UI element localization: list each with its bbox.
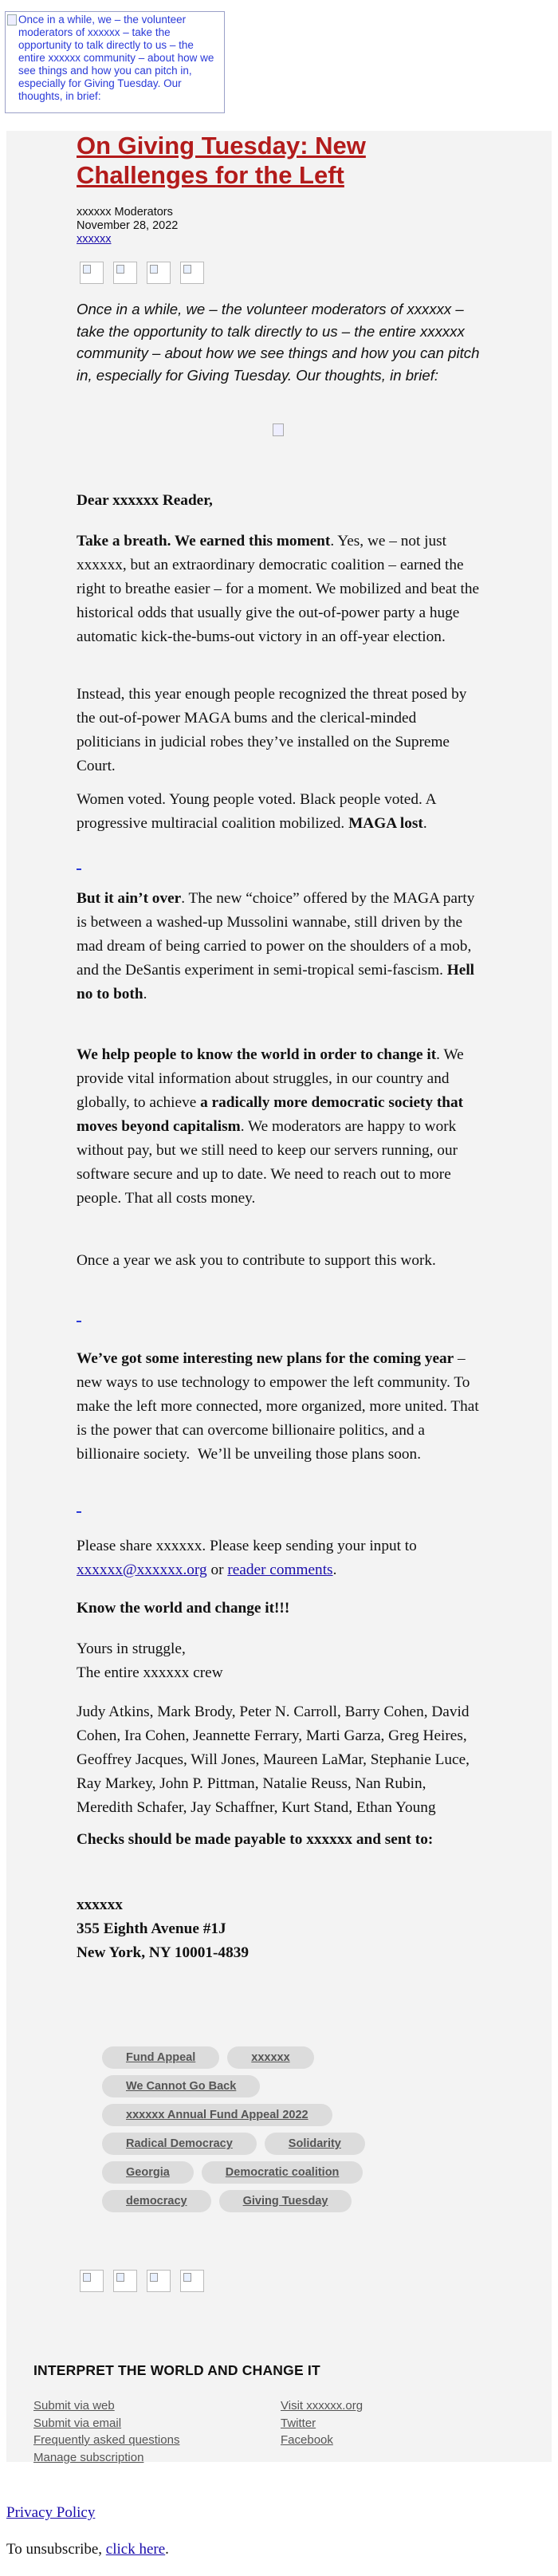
lede-image-icon xyxy=(273,423,284,436)
submit-web-link[interactable]: Submit via web xyxy=(33,2399,115,2413)
paragraph-5 xyxy=(77,1043,480,1211)
address xyxy=(77,1893,480,1965)
twitter-link[interactable]: Twitter xyxy=(281,2416,316,2430)
privacy-section xyxy=(6,2504,95,2522)
header-image xyxy=(5,11,225,113)
p8-pre: Please share xxxxxx. Please keep sending your input to xyxy=(77,1538,417,1554)
tag-row xyxy=(102,2133,413,2155)
address-line-3: New York, NY 10001-4839 xyxy=(77,1944,249,1961)
tag[interactable]: xxxxxx xyxy=(227,2046,313,2069)
unsubscribe-text: To unsubscribe, xyxy=(6,2541,106,2558)
share-facebook-icon[interactable] xyxy=(80,2270,104,2292)
share-icons-top xyxy=(80,262,204,284)
unsubscribe-section xyxy=(6,2541,169,2558)
p7-bold: We’ve got some interesting new plans for the coming year xyxy=(77,1350,454,1367)
article-date: November 28, 2022 xyxy=(77,219,179,232)
separator xyxy=(77,1319,81,1322)
privacy-policy-link[interactable]: Privacy Policy xyxy=(6,2504,96,2521)
p5-bold2: a radically more democratic society that moves beyond capitalism xyxy=(77,1094,464,1135)
footer-left-links xyxy=(33,2397,179,2466)
p3-bold: MAGA lost xyxy=(348,815,423,832)
tag[interactable]: Democratic coalition xyxy=(202,2161,363,2184)
submit-email-link[interactable]: Submit via email xyxy=(33,2416,122,2430)
tag-row xyxy=(102,2161,413,2184)
email-link[interactable]: xxxxxx@xxxxxx.org xyxy=(77,1562,207,1578)
source-link[interactable]: xxxxxx xyxy=(77,233,112,246)
p4-end: . xyxy=(143,986,147,1002)
reader-comments-link[interactable]: reader comments xyxy=(227,1562,333,1578)
share-twitter-icon[interactable] xyxy=(113,2270,137,2292)
p4-bold2: Hell no to both xyxy=(77,962,475,1002)
p5-bold: We help people to know the world in order to change it xyxy=(77,1046,437,1063)
tag-row xyxy=(102,2190,413,2212)
share-facebook-icon[interactable] xyxy=(80,262,104,284)
share-email-icon[interactable] xyxy=(147,2270,171,2292)
tag-row xyxy=(102,2104,413,2126)
tag-row xyxy=(102,2046,413,2069)
tag[interactable]: Fund Appeal xyxy=(102,2046,219,2069)
tag-row xyxy=(102,2075,413,2097)
p3-rest: Women voted. Young people voted. Black people voted. A progressive multiracial coalition mobilized. xyxy=(77,791,436,832)
visit-site-link[interactable]: Visit xxxxxx.org xyxy=(281,2399,363,2413)
tag[interactable]: Radical Democracy xyxy=(102,2133,257,2155)
checks-text: Checks should be made payable to xxxxxx and sent to: xyxy=(77,1831,434,1848)
p5-mid: . We provide vital information about struggles, in our country and globally, to achieve xyxy=(77,1046,464,1111)
paragraph-3 xyxy=(77,788,480,836)
tag[interactable]: We Cannot Go Back xyxy=(102,2075,260,2097)
tag[interactable]: Georgia xyxy=(102,2161,194,2184)
tag[interactable]: Giving Tuesday xyxy=(219,2190,352,2212)
faq-link[interactable]: Frequently asked questions xyxy=(33,2433,180,2447)
closing xyxy=(77,1637,480,1685)
tag[interactable]: democracy xyxy=(102,2190,211,2212)
unsubscribe-link[interactable]: click here xyxy=(105,2541,166,2558)
p4-rest: . The new “choice” offered by the MAGA party is between a washed-up Mussolini wannabe, still driven by the mad dream of being carried to power on the shoulders of a mob, and the DeSantis experiment in semi-tropical semi-fascism. xyxy=(77,890,475,979)
article-author: xxxxxx Moderators xyxy=(77,206,173,219)
manage-subscription-link[interactable]: Manage subscription xyxy=(33,2450,144,2464)
article-meta xyxy=(77,206,178,246)
footer-right-links xyxy=(281,2397,363,2449)
paragraph-1 xyxy=(77,530,480,649)
p8-mid: or xyxy=(206,1562,228,1578)
p5-rest: . We moderators are happy to work without pay, but we still need to keep our servers running, our software secure and up to date. We need to reach out to more people. That all costs money. xyxy=(77,1118,458,1207)
salutation xyxy=(77,489,480,513)
address-line-1: xxxxxx xyxy=(77,1897,123,1913)
p6-text: Once a year we ask you to contribute to support this work. xyxy=(77,1252,436,1269)
salutation-text: Dear xxxxxx Reader, xyxy=(77,492,213,509)
p4-bold: But it ain’t over xyxy=(77,890,182,907)
article-title[interactable]: On Giving Tuesday: New Challenges for the Left xyxy=(77,132,366,189)
crew-text: The entire xxxxxx crew xyxy=(77,1664,223,1681)
names-text: Judy Atkins, Mark Brody, Peter N. Carroll, Barry Cohen, David Cohen, Ira Cohen, Jeannette Ferrary, Marti Garza, Greg Heires, Geoffrey Jacques, Will Jones, Maureen LaMar, Stephanie Luce, Ray Markey, John P. Pittman, Natalie Reuss, Nan Rubin, Meredith Schafer, Jay Schaffner, Kurt Stand, Ethan Young xyxy=(77,1704,470,1816)
tag[interactable]: xxxxxx Annual Fund Appeal 2022 xyxy=(102,2104,332,2126)
article-lede: Once in a while, we – the volunteer moderators of xxxxxx – take the opportunity to talk directly to us – the entire xxxxxx community – about how we see things and how you can pitch in, especially for Giving Tuesday. Our thoughts, in brief: xyxy=(77,301,480,384)
address-line-2: 355 Eighth Avenue #1J xyxy=(77,1920,226,1937)
header-image-alt: Once in a while, we – the volunteer moderators of xxxxxx – take the opportunity to talk directly to us – the entire xxxxxx community – about how we see things and how you can pitch in, especially for Giving Tuesday. Our thoughts, in brief: xyxy=(18,14,214,102)
p7-rest: – new ways to use technology to empower the left community. To make the left more connected, more organized, more united. That is the power that can overcome billionaire politics, and a billionaire society. We’ll be unveiling those plans soon. xyxy=(77,1350,479,1463)
share-icons-bottom xyxy=(80,2270,204,2292)
tag-list xyxy=(102,2046,413,2219)
footer-heading: INTERPRET THE WORLD AND CHANGE IT xyxy=(33,2362,320,2378)
paragraph-6 xyxy=(77,1249,480,1273)
p3-end: . xyxy=(422,815,427,832)
slogan xyxy=(77,1597,480,1621)
p2-text: Instead, this year enough people recognized the threat posed by the out-of-power MAGA bums and the clerical-minded politicians in judicial robes they’ve installed on the Supreme Court. xyxy=(77,686,467,774)
broken-image-icon xyxy=(7,14,17,26)
closing-text: Yours in struggle, xyxy=(77,1641,186,1657)
facebook-link[interactable]: Facebook xyxy=(281,2433,333,2447)
paragraph-2 xyxy=(77,683,480,778)
p1-rest: . Yes, we – not just xxxxxx, but an extraordinary democratic coalition – earned the right to breathe easier – for a moment. We mobilized and beat the historical odds that usually give the out-of-power party a huge automatic kick-the-bums-out victory in an off-year election. xyxy=(77,533,480,645)
names-list xyxy=(77,1700,480,1820)
share-link-icon[interactable] xyxy=(180,2270,204,2292)
share-email-icon[interactable] xyxy=(147,262,171,284)
paragraph-4 xyxy=(77,887,480,1006)
checks-info xyxy=(77,1828,480,1852)
separator xyxy=(77,1510,81,1513)
p8-end: . xyxy=(332,1562,337,1578)
separator xyxy=(77,867,81,870)
unsubscribe-end: . xyxy=(165,2541,169,2558)
slogan-text: Know the world and change it!!! xyxy=(77,1600,290,1617)
paragraph-7 xyxy=(77,1347,480,1467)
share-link-icon[interactable] xyxy=(180,262,204,284)
tag[interactable]: Solidarity xyxy=(265,2133,365,2155)
p1-bold: Take a breath. We earned this moment xyxy=(77,533,331,549)
share-twitter-icon[interactable] xyxy=(113,262,137,284)
paragraph-8 xyxy=(77,1534,480,1582)
